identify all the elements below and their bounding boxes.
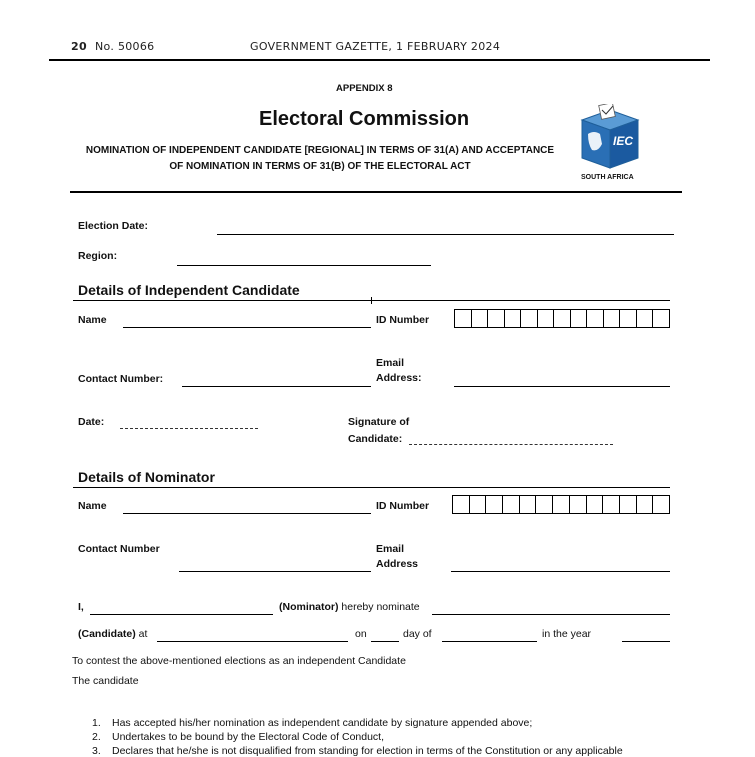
in-the-year-text: in the year [542, 628, 592, 640]
id-digit-box[interactable] [455, 310, 472, 327]
id-digit-box[interactable] [571, 310, 588, 327]
candidate-contact-field[interactable] [182, 386, 371, 387]
on-text: on [355, 628, 367, 640]
candidate-heading: Details of Independent Candidate [78, 282, 300, 298]
id-digit-box[interactable] [554, 310, 571, 327]
statement-nominator-text [279, 601, 420, 613]
list-item [92, 717, 101, 729]
candidate-date-label: Date: [78, 416, 105, 428]
form-subtitle-line1: NOMINATION OF INDEPENDENT CANDIDATE [REGIONAL] IN TERMS OF 31(A) AND ACCEPTANCE [85, 145, 555, 156]
list-item-text: Has accepted his/her nomination as independent candidate by signature appended above; [112, 717, 533, 729]
nominator-email-label-1: Email [376, 543, 405, 555]
id-digit-box[interactable] [637, 310, 654, 327]
id-digit-box[interactable] [536, 496, 553, 513]
hereby-nominate-text: hereby nominate [338, 601, 420, 613]
nominator-name-field[interactable] [123, 513, 371, 514]
id-digit-box[interactable] [538, 310, 555, 327]
candidate-name-field[interactable] [123, 327, 371, 328]
page-number: 20 [71, 40, 87, 53]
candidate-fullname-field[interactable] [432, 614, 670, 615]
month-field[interactable] [442, 641, 537, 642]
id-digit-box[interactable] [603, 496, 620, 513]
candidate-name-label: Name [78, 314, 107, 326]
candidate-id-boxes[interactable] [454, 309, 670, 328]
region-label: Region: [78, 250, 118, 262]
at-text: at [135, 628, 148, 640]
candidate-heading-tick [371, 297, 372, 304]
election-date-field[interactable] [217, 234, 674, 235]
candidate-email-label-1: Email [376, 357, 405, 369]
id-digit-box[interactable] [587, 310, 604, 327]
candidate-contact-label: Contact Number: [78, 373, 164, 385]
day-field[interactable] [371, 641, 399, 642]
iec-logo-text: IEC [613, 134, 634, 148]
nominator-contact-label: Contact Number [78, 543, 160, 555]
header-rule [49, 59, 710, 61]
candidate-id-label: ID Number [376, 314, 430, 326]
id-digit-box[interactable] [521, 310, 538, 327]
id-digit-box[interactable] [553, 496, 570, 513]
election-date-label: Election Date: [78, 220, 149, 232]
form-subtitle-line2: OF NOMINATION IN TERMS OF 31(B) OF THE ELECTORAL ACT [169, 161, 471, 172]
candidate-signature-label-2: Candidate: [348, 433, 403, 445]
iec-caption: SOUTH AFRICA [581, 174, 634, 181]
id-digit-box[interactable] [653, 310, 669, 327]
day-of-text: day of [403, 628, 432, 640]
id-digit-box[interactable] [620, 496, 637, 513]
id-digit-box[interactable] [472, 310, 489, 327]
candidate-signature-label-1: Signature of [348, 416, 410, 428]
id-digit-box[interactable] [488, 310, 505, 327]
list-item [92, 731, 101, 743]
list-item-number: 3. [92, 745, 101, 757]
id-digit-box[interactable] [505, 310, 522, 327]
contest-text: To contest the above-mentioned elections as an independent Candidate [72, 655, 406, 667]
nominator-contact-field[interactable] [179, 571, 371, 572]
candidate-email-field[interactable] [454, 386, 670, 387]
gazette-title: GOVERNMENT GAZETTE, 1 FEBRUARY 2024 [250, 40, 501, 53]
id-digit-box[interactable] [570, 496, 587, 513]
region-field[interactable] [177, 265, 431, 266]
id-digit-box[interactable] [503, 496, 520, 513]
list-item-text: Undertakes to be bound by the Electoral Code of Conduct, [112, 731, 385, 743]
id-digit-box[interactable] [453, 496, 470, 513]
nominator-fullname-field[interactable] [90, 614, 273, 615]
iec-logo [580, 104, 640, 170]
id-digit-box[interactable] [620, 310, 637, 327]
candidate-date-field[interactable] [120, 428, 258, 429]
nominator-heading-rule [73, 487, 670, 488]
nominator-email-label-2: Address [376, 558, 419, 570]
id-digit-box[interactable] [653, 496, 669, 513]
id-digit-box[interactable] [520, 496, 537, 513]
id-digit-box[interactable] [587, 496, 604, 513]
candidate-tag: (Candidate) [78, 628, 136, 640]
list-item [92, 745, 101, 757]
nominator-id-boxes[interactable] [452, 495, 670, 514]
candidate-signature-field[interactable] [409, 444, 613, 445]
id-digit-box[interactable] [604, 310, 621, 327]
nominator-heading: Details of Nominator [78, 469, 215, 485]
candidate-email-label-2: Address: [376, 372, 422, 384]
appendix-label: APPENDIX 8 [336, 83, 393, 94]
list-item-number: 1. [92, 717, 101, 729]
list-item-number: 2. [92, 731, 101, 743]
id-digit-box[interactable] [637, 496, 654, 513]
nominator-name-label: Name [78, 500, 107, 512]
statement-i: I, [78, 601, 84, 613]
id-digit-box[interactable] [470, 496, 487, 513]
title-rule [70, 191, 682, 193]
statement-candidate-text [78, 628, 147, 640]
nominator-id-label: ID Number [376, 500, 430, 512]
form-title: Electoral Commission [259, 108, 470, 130]
nominator-tag: (Nominator) [279, 601, 339, 613]
the-candidate-text: The candidate [72, 675, 139, 687]
nominator-email-field[interactable] [451, 571, 670, 572]
id-digit-box[interactable] [486, 496, 503, 513]
place-field[interactable] [157, 641, 348, 642]
year-field[interactable] [622, 641, 670, 642]
gazette-issue-number: No. 50066 [95, 40, 155, 53]
list-item-text: Declares that he/she is not disqualified from standing for election in terms of the Constitution or any applicable [112, 745, 623, 757]
